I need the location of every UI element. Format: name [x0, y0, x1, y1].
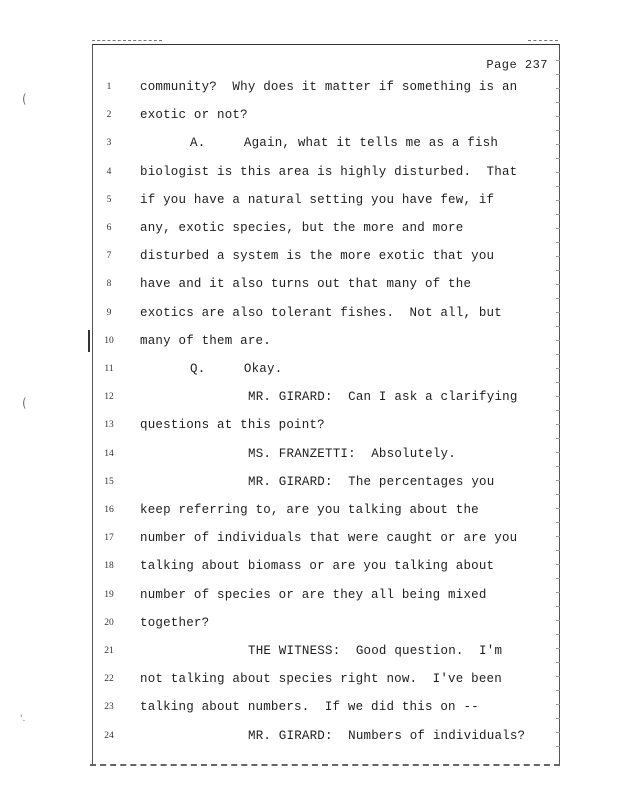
transcript-line: MR. GIRARD: The percentages you	[248, 474, 495, 489]
line-number: 19	[104, 589, 114, 600]
transcript-line: many of them are.	[140, 333, 271, 348]
line-number: 22	[104, 674, 114, 685]
line-number: 17	[104, 533, 114, 544]
line-number: 2	[106, 110, 112, 121]
transcript-line: questions at this point?	[140, 418, 325, 433]
line-number: 15	[104, 476, 114, 487]
line-number: 11	[104, 364, 114, 374]
transcript-line: have and it also turns out that many of the	[140, 277, 472, 292]
transcript-line: MR. GIRARD: Numbers of individuals?	[248, 728, 526, 743]
transcript-line: not talking about species right now. I've been	[140, 672, 502, 687]
left-margin-scan-mark: (	[22, 92, 27, 106]
line-number: 9	[106, 307, 112, 318]
transcript-line: biologist is this area is highly disturbed. That	[140, 164, 518, 179]
line-number: 10	[104, 335, 114, 346]
line-number: 16	[104, 505, 114, 515]
transcript-line: number of individuals that were caught or are you	[140, 531, 518, 546]
transcript-line: disturbed a system is the more exotic that you	[140, 249, 495, 264]
line-number: 1	[106, 82, 112, 92]
bottom-rule	[90, 764, 560, 766]
line-number: 24	[104, 730, 114, 741]
line-number: 12	[104, 392, 114, 403]
transcript-line: any, exotic species, but the more and more	[140, 221, 464, 235]
line-number: 6	[106, 223, 112, 233]
transcript-line: THE WITNESS: Good question. I'm	[248, 644, 503, 658]
transcript-line: A. Again, what it tells me as a fish	[190, 136, 499, 151]
line-number: 18	[104, 561, 114, 572]
transcript-line: MS. FRANZETTI: Absolutely.	[248, 446, 456, 461]
line-number: 4	[106, 166, 112, 177]
line-number: 20	[104, 617, 114, 628]
transcript-line: number of species or are they all being mixed	[140, 587, 487, 602]
line-number: 13	[104, 420, 114, 431]
top-left-scan-mark	[92, 40, 162, 41]
top-right-scan-mark	[528, 40, 558, 41]
page-number: Page 237	[486, 58, 548, 72]
right-margin-ticks	[556, 60, 560, 750]
left-margin-scan-mark: '.	[20, 714, 26, 724]
transcript-line: together?	[140, 615, 210, 630]
left-margin-scan-mark: (	[22, 396, 27, 410]
transcript-line: keep referring to, are you talking about the	[140, 503, 479, 517]
transcript-line: talking about numbers. If we did this on --	[140, 700, 479, 715]
line-number: 7	[106, 251, 112, 262]
line-number: 5	[106, 194, 112, 205]
transcript-line: MR. GIRARD: Can I ask a clarifying	[248, 390, 518, 405]
line-number: 3	[106, 138, 112, 149]
line-number: 8	[106, 279, 112, 290]
transcript-line: if you have a natural setting you have few, if	[140, 192, 495, 207]
transcript-line: Q. Okay.	[190, 362, 283, 376]
line-number: 14	[104, 448, 114, 459]
line-number: 21	[104, 646, 114, 656]
transcript-line: exotics are also tolerant fishes. Not all, but	[140, 305, 502, 320]
line-number: 23	[104, 702, 114, 713]
transcript-line: talking about biomass or are you talking about	[140, 559, 495, 574]
transcript-line: community? Why does it matter if something is an	[140, 80, 518, 94]
left-margin-bracket	[88, 330, 90, 352]
transcript-line: exotic or not?	[140, 108, 248, 123]
